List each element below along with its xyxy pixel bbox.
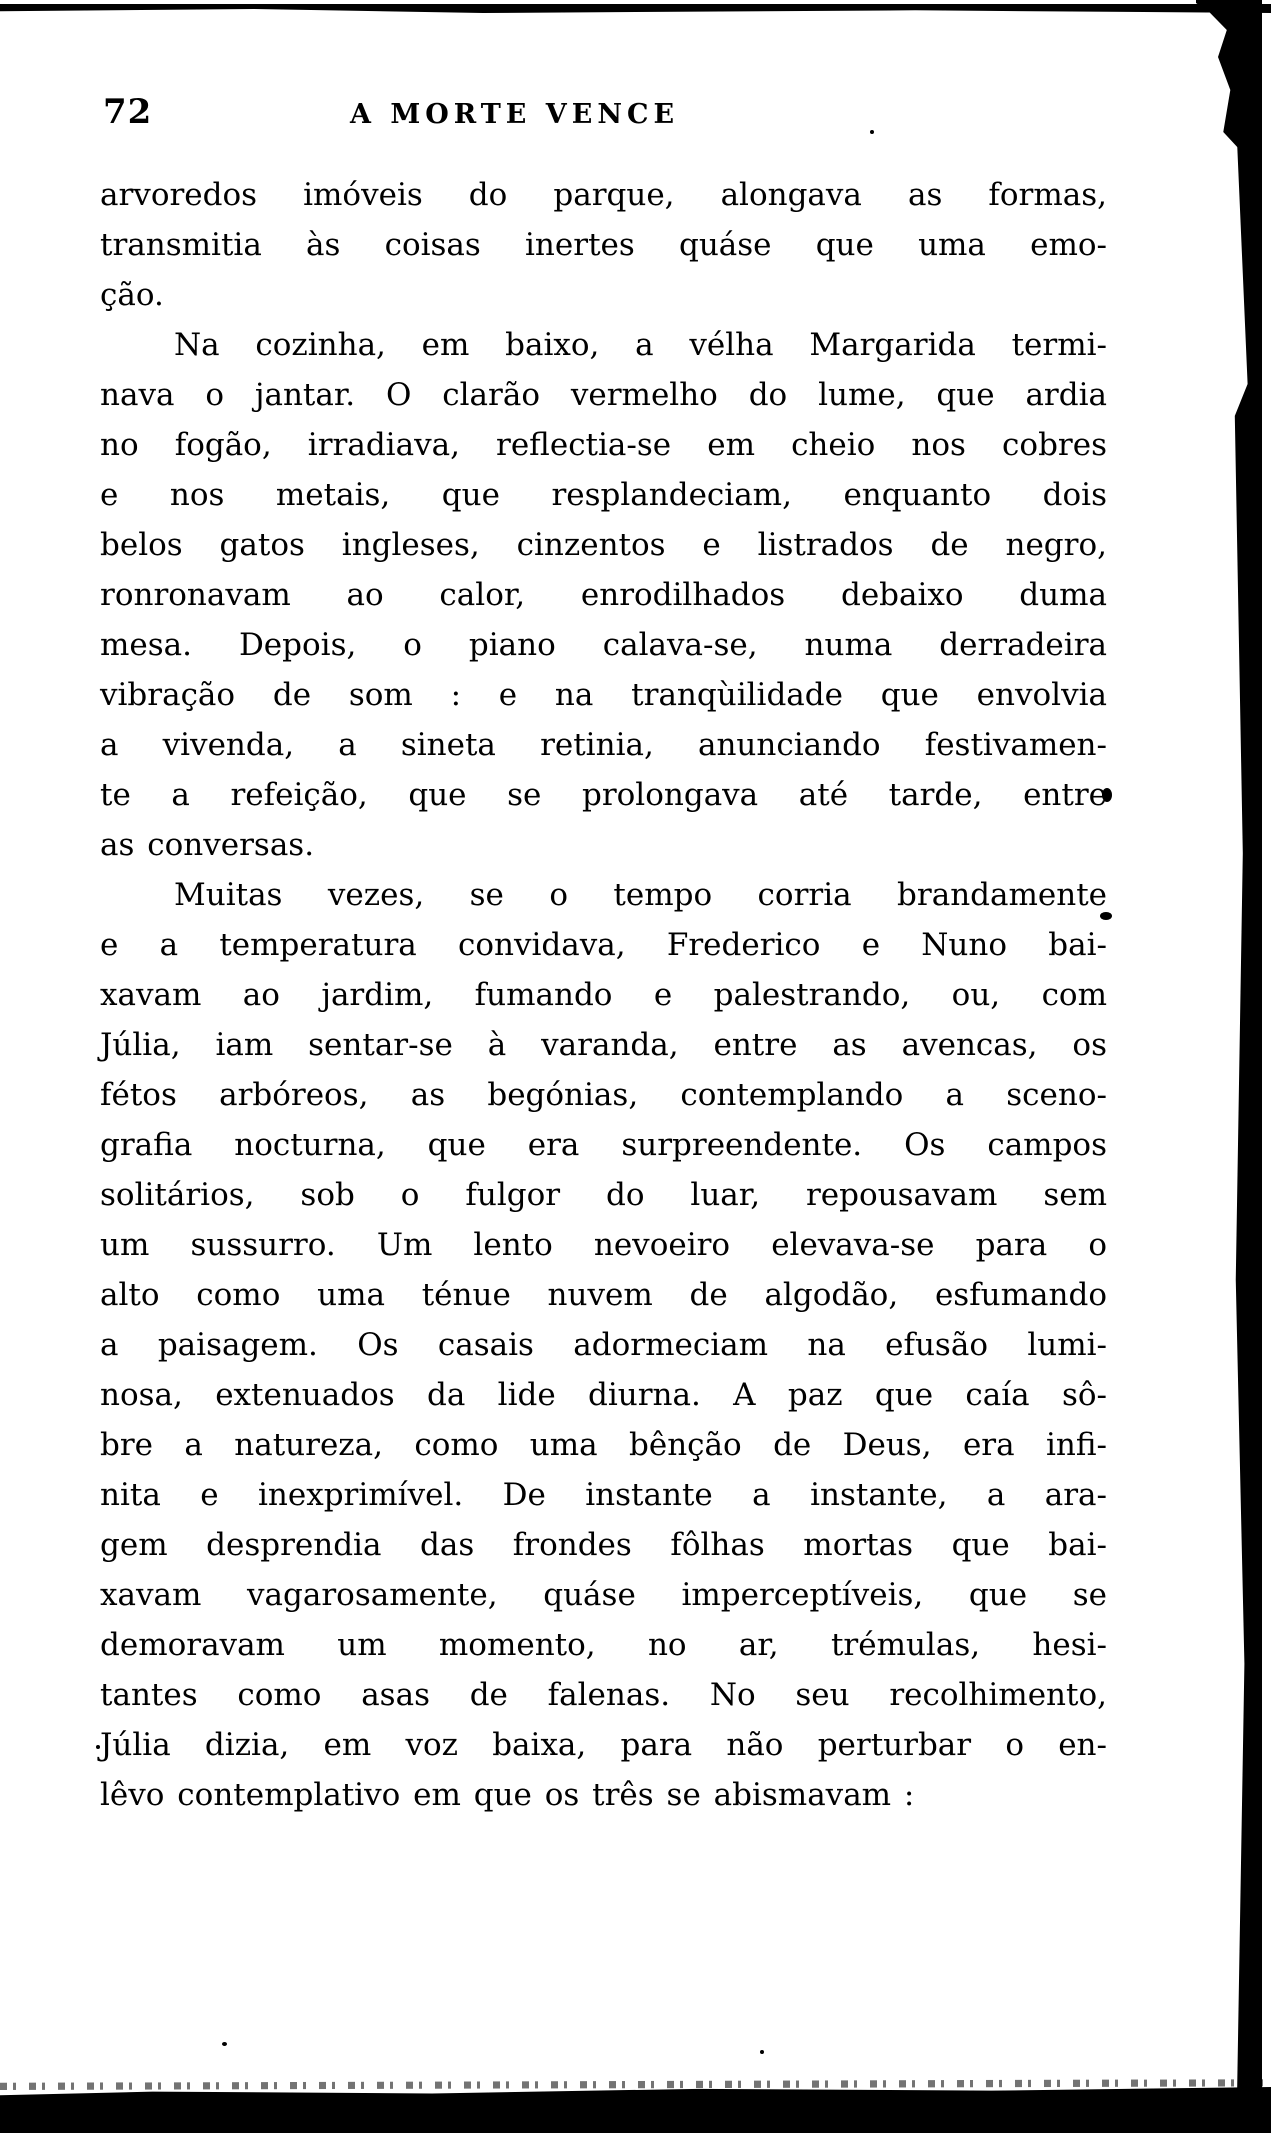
scan-speck: [222, 2042, 227, 2046]
page-number: 72: [103, 92, 153, 132]
text-line: tantes como asas de falenas. No seu recolhimento,: [100, 1677, 1107, 1713]
text-line: nava o jantar. O clarão vermelho do lume, que ardia: [100, 377, 1107, 413]
text-line: a paisagem. Os casais adormeciam na efusão lumi-: [100, 1327, 1107, 1363]
text-line: a vivenda, a sineta retinia, anunciando festivamen-: [100, 727, 1107, 763]
text-line: ronronavam ao calor, enrodilhados debaixo duma: [100, 577, 1107, 613]
text-line: nita e inexprimível. De instante a instante, a ara-: [100, 1477, 1107, 1513]
text-line: no fogão, irradiava, reflectia-se em cheio nos cobres: [100, 427, 1107, 463]
body-text: [100, 170, 1107, 1820]
text-line: te a refeição, que se prolongava até tarde, entre: [100, 777, 1107, 813]
scan-right-smudge-artifact: [1196, 0, 1240, 150]
text-line: mesa. Depois, o piano calava-se, numa derradeira: [100, 627, 1107, 663]
text-line: xavam ao jardim, fumando e palestrando, ou, com: [100, 977, 1107, 1013]
text-line: fétos arbóreos, as begónias, contemplando a sceno-: [100, 1077, 1107, 1113]
scan-bottom-noise-artifact: [0, 2078, 1271, 2090]
text-line: e nos metais, que resplandeciam, enquanto dois: [100, 477, 1107, 513]
text-line: Júlia dizia, em voz baixa, para não perturbar o en-: [100, 1727, 1107, 1763]
text-line: grafia nocturna, que era surpreendente. Os campos: [100, 1127, 1107, 1163]
text-line: ção.: [100, 277, 164, 313]
text-line: transmitia às coisas inertes quáse que uma emo-: [100, 227, 1107, 263]
scan-speck: [870, 130, 874, 134]
scan-top-edge-artifact: [0, 4, 1271, 13]
text-line: lêvo contemplativo em que os três se abismavam :: [100, 1777, 915, 1813]
text-line: um sussurro. Um lento nevoeiro elevava-se para o: [100, 1227, 1107, 1263]
text-line: nosa, extenuados da lide diurna. A paz que caía sô-: [100, 1377, 1107, 1413]
text-line: Na cozinha, em baixo, a vélha Margarida termi-: [174, 327, 1107, 363]
text-line: vibração de som : e na tranqùilidade que envolvia: [100, 677, 1107, 713]
running-title: A MORTE VENCE: [350, 99, 680, 130]
text-line: gem desprendia das frondes fôlhas mortas que bai-: [100, 1527, 1107, 1563]
text-line: e a temperatura convidava, Frederico e Nuno bai-: [100, 927, 1107, 963]
scan-bottom-edge-artifact: [0, 2087, 1271, 2133]
text-line: alto como uma ténue nuvem de algodão, esfumando: [100, 1277, 1107, 1313]
text-line: Muitas vezes, se o tempo corria brandamente: [174, 877, 1107, 913]
text-line: xavam vagarosamente, quáse imperceptíveis, que se: [100, 1577, 1107, 1613]
text-line: Júlia, iam sentar-se à varanda, entre as avencas, os: [100, 1027, 1107, 1063]
text-line: solitários, sob o fulgor do luar, repousavam sem: [100, 1177, 1107, 1213]
text-line: belos gatos ingleses, cinzentos e listrados de negro,: [100, 527, 1107, 563]
text-line: demoravam um momento, no ar, trémulas, hesi-: [100, 1627, 1107, 1663]
text-line: arvoredos imóveis do parque, alongava as formas,: [100, 177, 1107, 213]
scan-speck: [760, 2050, 764, 2054]
text-line: bre a natureza, como uma bênção de Deus, era infi-: [100, 1427, 1107, 1463]
scan-right-edge-artifact: [1230, 0, 1262, 2133]
text-line: as conversas.: [100, 827, 315, 863]
